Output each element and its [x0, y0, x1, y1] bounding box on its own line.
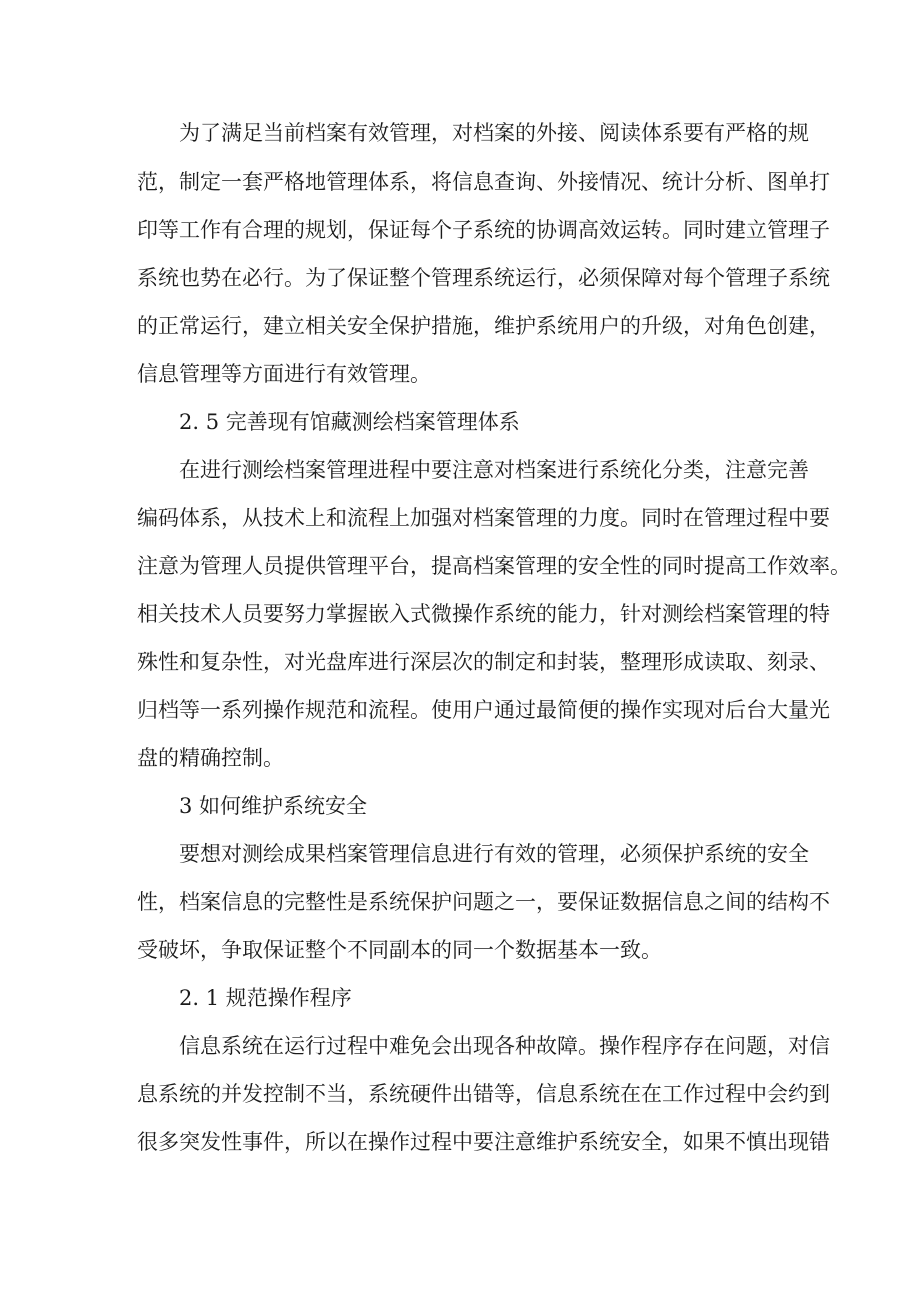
paragraph-line: 信息系统在运行过程中难免会出现各种故障。操作程序存在问题，对信: [179, 1034, 830, 1058]
paragraph-line: 性，档案信息的完整性是系统保护问题之一，要保证数据信息之间的结构不: [137, 890, 830, 914]
paragraph-line: 注意为管理人员提供管理平台，提高档案管理的安全性的同时提高工作效率。: [137, 554, 851, 578]
paragraph-line: 要想对测绘成果档案管理信息进行有效的管理，必须保护系统的安全: [179, 842, 809, 866]
section-heading: 2. 5 完善现有馆藏测绘档案管理体系: [179, 410, 520, 434]
paragraph-line: 为了满足当前档案有效管理，对档案的外接、阅读体系要有严格的规: [179, 121, 809, 145]
paragraph-line: 信息管理等方面进行有效管理。: [137, 362, 431, 386]
section-heading: 2. 1 规范操作程序: [179, 986, 352, 1010]
paragraph-line: 息系统的并发控制不当，系统硬件出错等，信息系统在在工作过程中会约到: [137, 1082, 830, 1106]
paragraph-line: 范，制定一套严格地管理体系，将信息查询、外接情况、统计分析、图单打: [137, 170, 830, 194]
paragraph-line: 殊性和复杂性，对光盘库进行深层次的制定和封装，整理形成读取、刻录、: [137, 650, 830, 674]
paragraph-line: 受破坏，争取保证整个不同副本的同一个数据基本一致。: [137, 938, 662, 962]
paragraph-line: 很多突发性事件，所以在操作过程中要注意维护系统安全，如果不慎出现错: [137, 1130, 830, 1154]
paragraph-line: 归档等一系列操作规范和流程。使用户通过最简便的操作实现对后台大量光: [137, 698, 830, 722]
paragraph-line: 的正常运行，建立相关安全保护措施，维护系统用户的升级，对角色创建，: [137, 314, 830, 338]
paragraph-line: 在进行测绘档案管理进程中要注意对档案进行系统化分类，注意完善: [179, 458, 809, 482]
paragraph-line: 系统也势在必行。为了保证整个管理系统运行，必须保障对每个管理子系统: [137, 266, 830, 290]
paragraph-line: 编码体系，从技术上和流程上加强对档案管理的力度。同时在管理过程中要: [137, 506, 830, 530]
paragraph-line: 相关技术人员要努力掌握嵌入式微操作系统的能力，针对测绘档案管理的特: [137, 602, 830, 626]
paragraph-line: 盘的精确控制。: [137, 746, 284, 770]
paragraph-line: 印等工作有合理的规划，保证每个子系统的协调高效运转。同时建立管理子: [137, 218, 830, 242]
section-heading: 3 如何维护系统安全: [179, 794, 368, 818]
